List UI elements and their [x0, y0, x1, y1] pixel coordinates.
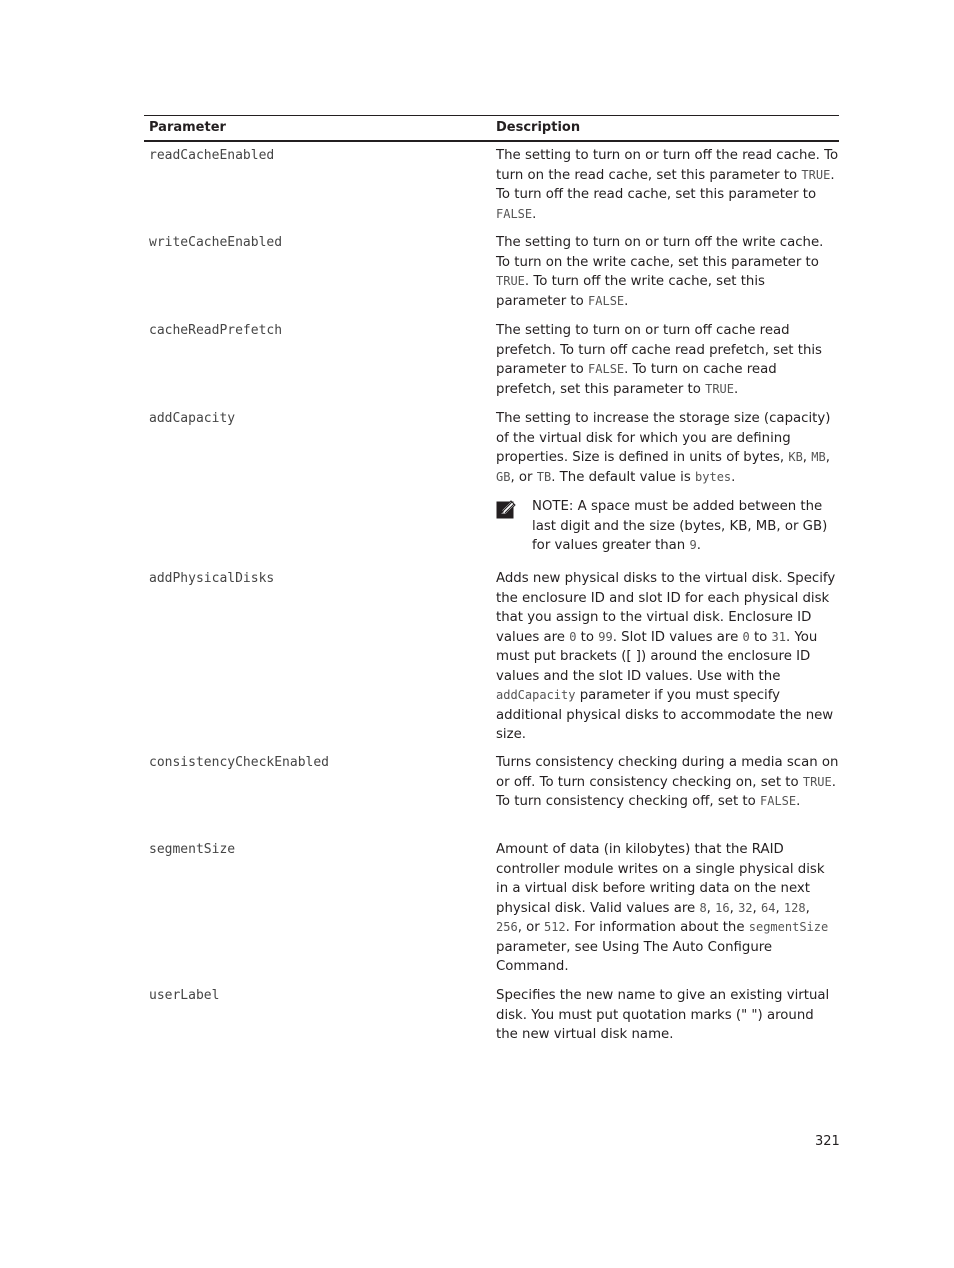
param-description: The setting to turn on or turn off the write cache. To turn on the write cache, set this parameter to TRUE. To turn off the write cache, set this parameter to FALSE.: [496, 235, 824, 309]
param-name: consistencyCheckEnabled: [149, 755, 330, 770]
page-number: 321: [815, 1134, 840, 1149]
header-description: Description: [496, 120, 581, 135]
param-name: readCacheEnabled: [149, 148, 275, 163]
note-block: [496, 497, 839, 556]
param-description: The setting to turn on or turn off the read cache. To turn on the read cache, set this parameter to TRUE. To turn off the read cache, set this parameter to FALSE.: [496, 148, 839, 222]
param-description: Amount of data (in kilobytes) that the RAID controller module writes on a single physical disk in a virtual disk before writing data on the next physical disk. Valid values are 8, 16, 32, 64, 128, 256, or 512. For information about the segmentSize parameter, see Using The Auto Configure Command.: [496, 842, 829, 974]
param-description: Specifies the new name to give an existing virtual disk. You must put quotation marks (" ") around the new virtual disk name.: [496, 988, 830, 1042]
param-description: Turns consistency checking during a media scan on or off. To turn consistency checking on, set to TRUE. To turn consistency checking off, set to FALSE.: [496, 755, 839, 809]
param-name: segmentSize: [149, 842, 236, 857]
header-parameter: Parameter: [149, 120, 226, 135]
param-name: addCapacity: [149, 411, 236, 426]
note-pencil-icon: [496, 499, 518, 519]
param-name: userLabel: [149, 988, 220, 1003]
param-name: addPhysicalDisks: [149, 571, 275, 586]
param-description: Adds new physical disks to the virtual disk. Specify the enclosure ID and slot ID for each physical disk that you assign to the virtual disk. Enclosure ID values are 0 to 99. Slot ID values are 0 to 31. You must put brackets ([ ]) around the enclosure ID values and the slot ID values. Use with the addCapacity parameter if you must specify additional physical disks to accommodate the new size.: [496, 571, 836, 742]
note-text: NOTE: A space must be added between the last digit and the size (bytes, KB, MB, or GB) for values greater than 9.: [532, 499, 828, 553]
param-description: The setting to turn on or turn off cache read prefetch. To turn off cache read prefetch, set this parameter to FALSE. To turn on cache read prefetch, set this parameter to TRUE.: [496, 323, 822, 397]
param-name: writeCacheEnabled: [149, 235, 283, 250]
param-description: The setting to increase the storage size (capacity) of the virtual disk for which you are defining properties. Size is defined in units of bytes, KB, MB, GB, or TB. The default value is bytes.: [496, 411, 831, 485]
parameter-table: [144, 115, 839, 1042]
param-name: cacheReadPrefetch: [149, 323, 283, 338]
table-header: [144, 115, 839, 142]
